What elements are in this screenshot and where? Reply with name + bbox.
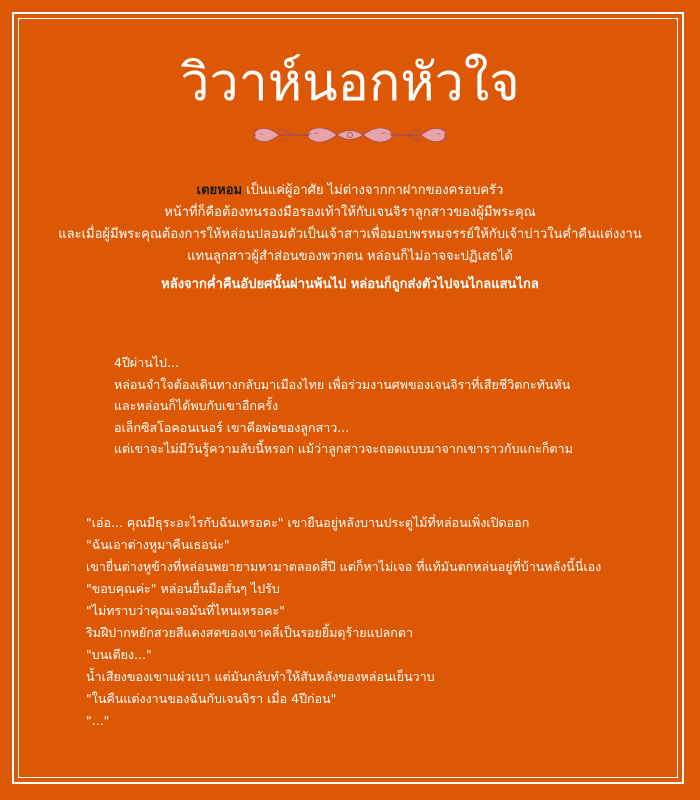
dialogue-block: [86, 512, 676, 732]
dialogue-line: น้ำเสียงของเขาแผ่วเบา แต่มันกลับทำให้สันหลังของหล่อนเย็นวาบ: [86, 669, 435, 684]
dialogue-line: "บนเตียง...": [86, 647, 152, 662]
section-line: หล่อนจำใจต้องเดินทางกลับมาเมืองไทย เพื่อร่วมงานศพของเจนจิราที่เสียชีวิตกะทันหัน: [114, 376, 571, 392]
dialogue-line: "เอ่อ... คุณมีธุระอะไรกับฉันเหรอคะ" เขายืนอยู่หลังบานประตูไม้ที่หล่อนเพิ่งเปิดออก: [86, 515, 530, 530]
dialogue-line: "ฉันเอาต่างหูมาคืนเธอน่ะ": [86, 537, 230, 552]
dialogue-line: "ในคืนแต่งงานของฉันกับเจนจิรา เมื่อ 4ปีก่อน": [86, 691, 337, 706]
scroll-divider-icon: [245, 118, 455, 152]
section-line: 4ปีผ่านไป...: [114, 355, 179, 370]
synopsis-block: [20, 180, 680, 296]
dialogue-line: ริมฝีปากหยักสวยสีแดงสดของเขาคลี่เป็นรอยยิ้มดุร้ายแปลกตา: [86, 625, 413, 640]
synopsis-line-2: หน้าที่ก็คือต้องทนรองมือรองเท้าให้กับเจนจิราลูกสาวของผู้มีพระคุณ: [164, 205, 536, 220]
dialogue-line: เขายื่นต่างหูข้างที่หล่อนพยายามหามาตลอดสี่ปี แต่ก็หาไม่เจอ ที่แท้มันตกหล่นอยู่ที่บ้านหลังนี้นี่เอง: [86, 559, 602, 574]
section-line: แต่เขาจะไม่มีวันรู้ความลับนี้หรอก แม้ว่าลูกสาวจะถอดแบบมาจากเขาราวกับแกะก็ตาม: [114, 441, 573, 456]
dialogue-line: "ขอบคุณค่ะ" หล่อนยื่นมือสั่นๆ ไปรับ: [86, 581, 280, 596]
synopsis-line-1-text: เป็นแค่ผู้อาศัย ไม่ต่างจากกาฝากของครอบครัว: [242, 183, 504, 198]
heroine-name: เตยหอม: [196, 183, 243, 198]
synopsis-line-5: หลังจากค่ำคืนอัปยศนั้นผ่านพ้นไป หล่อนก็ถูกส่งตัวไปจนไกลแสนไกล: [161, 277, 539, 292]
dialogue-line: "...": [86, 713, 110, 728]
synopsis-line-3: และเมื่อผู้มีพระคุณต้องการให้หล่อนปลอมตัวเป็นเจ้าสาวเพื่อมอบพรหมจรรย์ให้กับเจ้าบ่าวในค่ำคืนแต่งงาน: [58, 227, 642, 242]
synopsis-line-1: [20, 180, 680, 202]
page-title: วิวาห์นอกหัวใจ: [180, 53, 520, 113]
section-line: และหล่อนก็ได้พบกับเขาอีกครั้ง: [114, 398, 279, 413]
section-line: อเล็กซิสโอคอนเนอร์ เขาคือพ่อของลูกสาว...: [114, 419, 350, 435]
four-years-later-block: [114, 352, 674, 460]
synopsis-line-4: แทนลูกสาวผู้สำส่อนของพวกตน หล่อนก็ไม่อาจจะปฏิเสธได้: [187, 249, 513, 264]
dialogue-line: "ไม่ทราบว่าคุณเจอมันที่ไหนเหรอคะ": [86, 603, 285, 618]
